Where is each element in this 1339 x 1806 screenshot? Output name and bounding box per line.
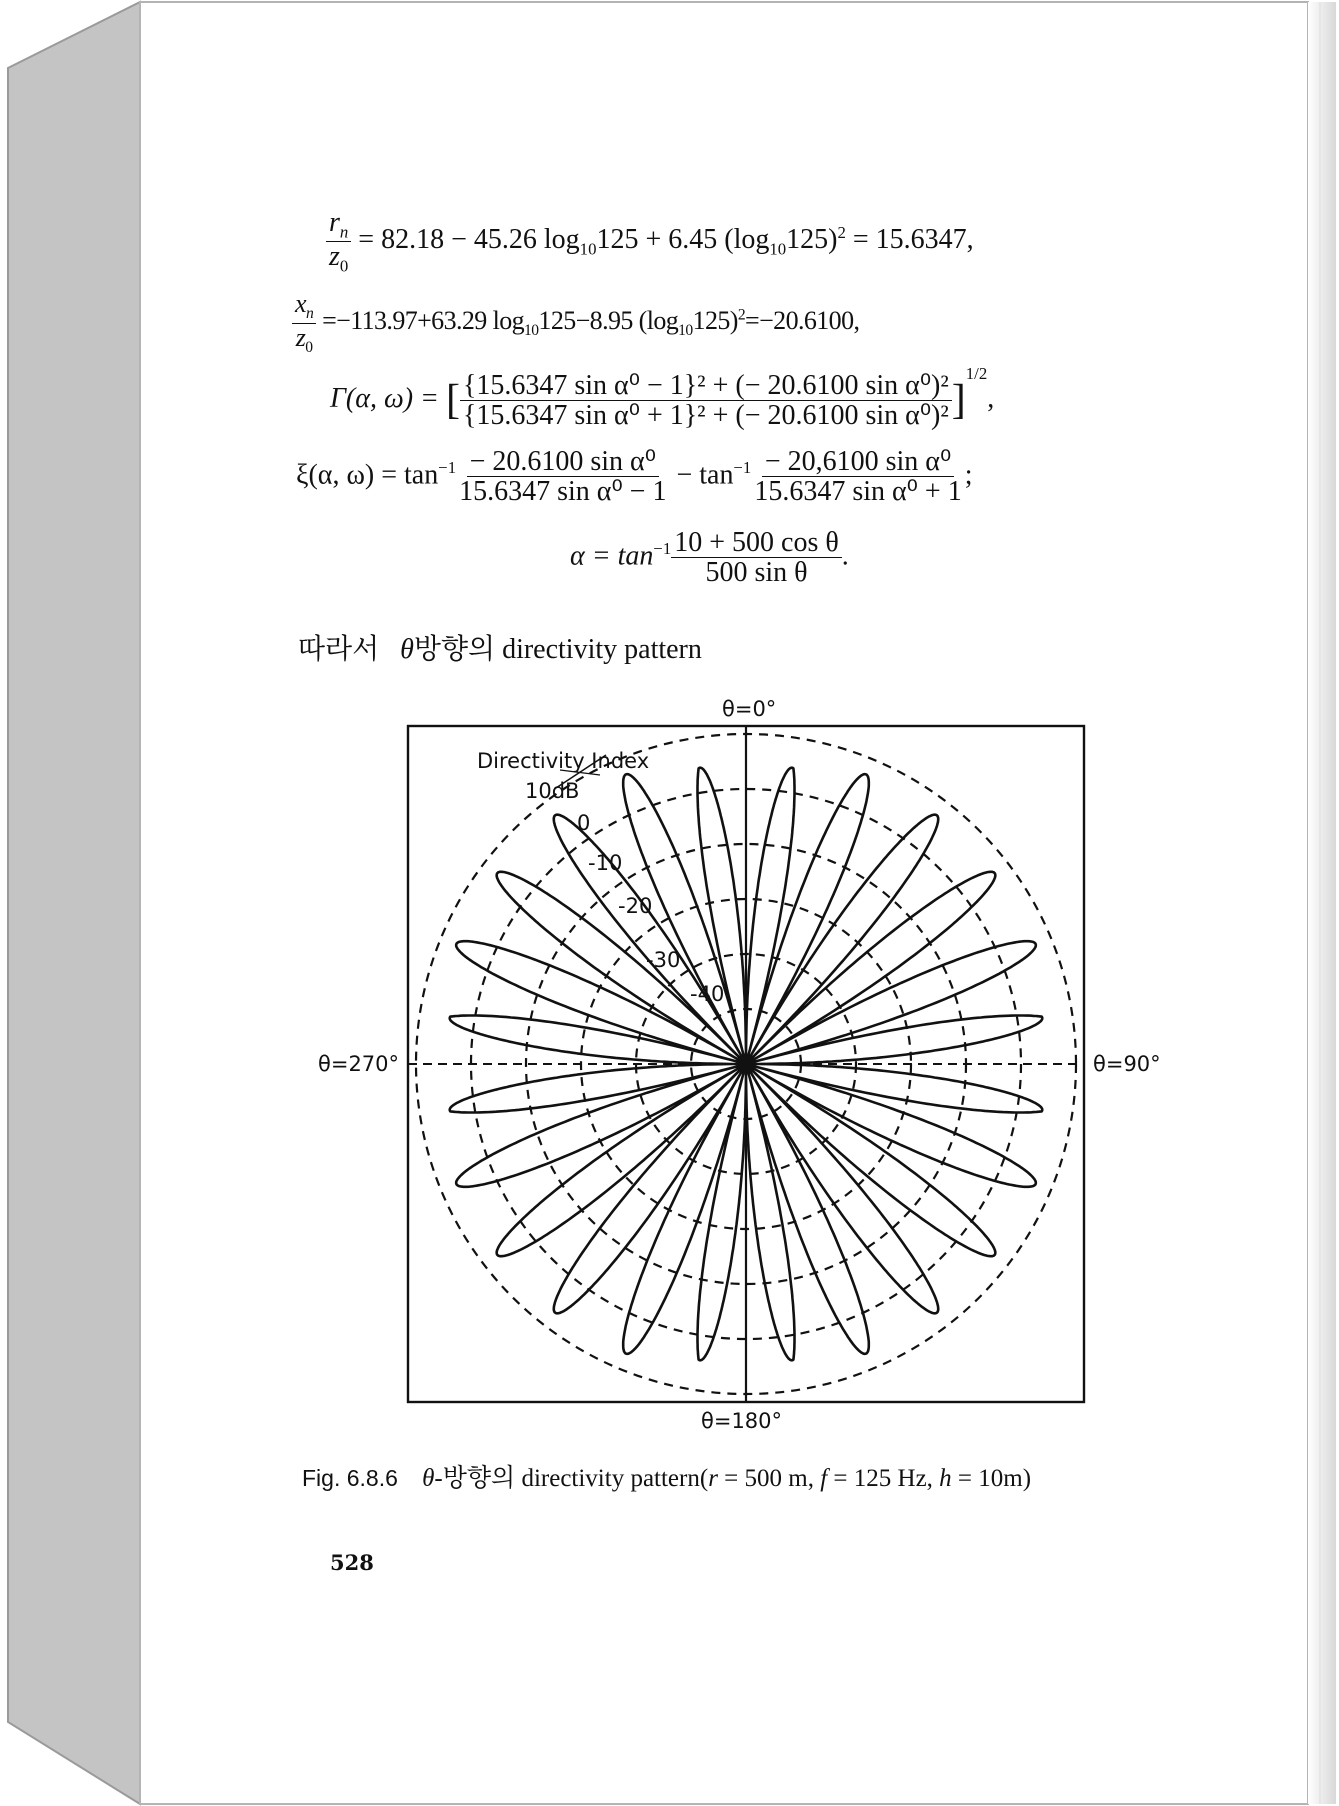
eq-superscript: −1	[438, 457, 457, 477]
eq-subscript: 0	[339, 256, 349, 276]
eq-text: 125)	[786, 224, 838, 256]
eq-symbol: x	[295, 289, 306, 318]
eq-subscript: n	[305, 305, 314, 323]
eq-denominator: 15.6347 sin α⁰ − 1	[459, 476, 667, 508]
eq-subscript: 10	[678, 322, 693, 340]
eq-text: − tan	[676, 459, 734, 491]
eq-superscript: 2	[837, 222, 846, 242]
eq-subscript: n	[339, 222, 349, 242]
radial-tick-label: -10	[588, 851, 623, 875]
eq-numerator: − 20.6100 sin α⁰	[467, 447, 659, 477]
intro-korean: 따라서	[298, 634, 380, 665]
caption-theta: θ	[422, 1465, 435, 1492]
eq-bracket: [	[445, 377, 460, 424]
eq-text: 125−8.95 (log	[538, 306, 679, 336]
caption-value: = 10m)	[951, 1465, 1032, 1492]
eq-text: ,	[987, 383, 995, 414]
eq-text: 125)	[692, 306, 738, 336]
eq-text: ;	[964, 459, 973, 491]
eq-denominator: 500 sin θ	[705, 557, 808, 589]
angle-label-bottom: θ=180°	[701, 1409, 783, 1433]
eq-numerator: 10 + 500 cos θ	[671, 528, 842, 558]
caption-var: r	[708, 1465, 718, 1492]
eq-numerator: {15.6347 sin α⁰ − 1}² + (− 20.6100 sin α⁰)²	[460, 371, 952, 401]
eq-numerator: − 20,6100 sin α⁰	[762, 447, 954, 477]
page-number: 528	[330, 1550, 374, 1575]
eq-denominator: {15.6347 sin α⁰ + 1}² + (− 20.6100 sin α⁰)²	[462, 400, 949, 432]
intro-rest: 방향의 directivity pattern	[413, 634, 702, 665]
eq-lhs: ξ(α, ω) = tan	[296, 459, 439, 491]
eq-superscript: 2	[737, 306, 746, 324]
caption-var: f	[820, 1465, 828, 1492]
caption-text: -방향의 directivity pattern(	[434, 1465, 709, 1492]
caption-var: h	[939, 1465, 952, 1492]
eq-subscript: 10	[579, 239, 597, 259]
angle-label-left: θ=270°	[318, 1052, 400, 1076]
eq-symbol: z	[295, 322, 306, 352]
radial-tick-label: -20	[618, 894, 653, 918]
eq-subscript: 10	[524, 322, 539, 340]
eq-text: 125 + 6.45 (log	[596, 224, 770, 256]
eq-text: = 15.6347,	[845, 224, 974, 256]
eq-lhs: Γ(α, ω) =	[330, 383, 439, 414]
radial-tick-label: -40	[690, 982, 725, 1006]
eq-superscript: −1	[733, 457, 752, 477]
caption-value: = 500 m,	[717, 1465, 821, 1492]
radial-tick-label: 0	[577, 811, 591, 835]
eq-subscript: 0	[305, 338, 313, 356]
angle-label-top: θ=0°	[722, 697, 777, 721]
eq-text: =−113.97+63.29 log	[322, 306, 525, 336]
directivity-index-unit: 10dB	[525, 779, 580, 803]
angle-label-right: θ=90°	[1093, 1052, 1161, 1076]
eq-lhs: α = tan	[570, 540, 654, 572]
eq-superscript: 1/2	[965, 364, 988, 383]
eq-denominator: 15.6347 sin α⁰ + 1	[754, 476, 962, 508]
eq-symbol: z	[329, 241, 340, 273]
eq-bracket: ]	[951, 377, 966, 424]
intro-theta: θ	[400, 634, 414, 665]
eq-text: = 82.18 − 45.26 log	[358, 224, 580, 256]
figure-caption	[302, 1458, 1031, 1494]
caption-value: = 125 Hz,	[827, 1465, 940, 1492]
eq-superscript: −1	[653, 538, 672, 558]
radial-tick-label: -30	[646, 948, 681, 972]
eq-subscript: 10	[769, 239, 787, 259]
eq-text: =−20.6100,	[745, 306, 860, 336]
figure-number: Fig. 6.8.6	[302, 1465, 398, 1491]
eq-symbol: r	[329, 207, 340, 238]
directivity-index-label: Directivity Index	[477, 749, 650, 773]
eq-text: .	[841, 540, 849, 572]
